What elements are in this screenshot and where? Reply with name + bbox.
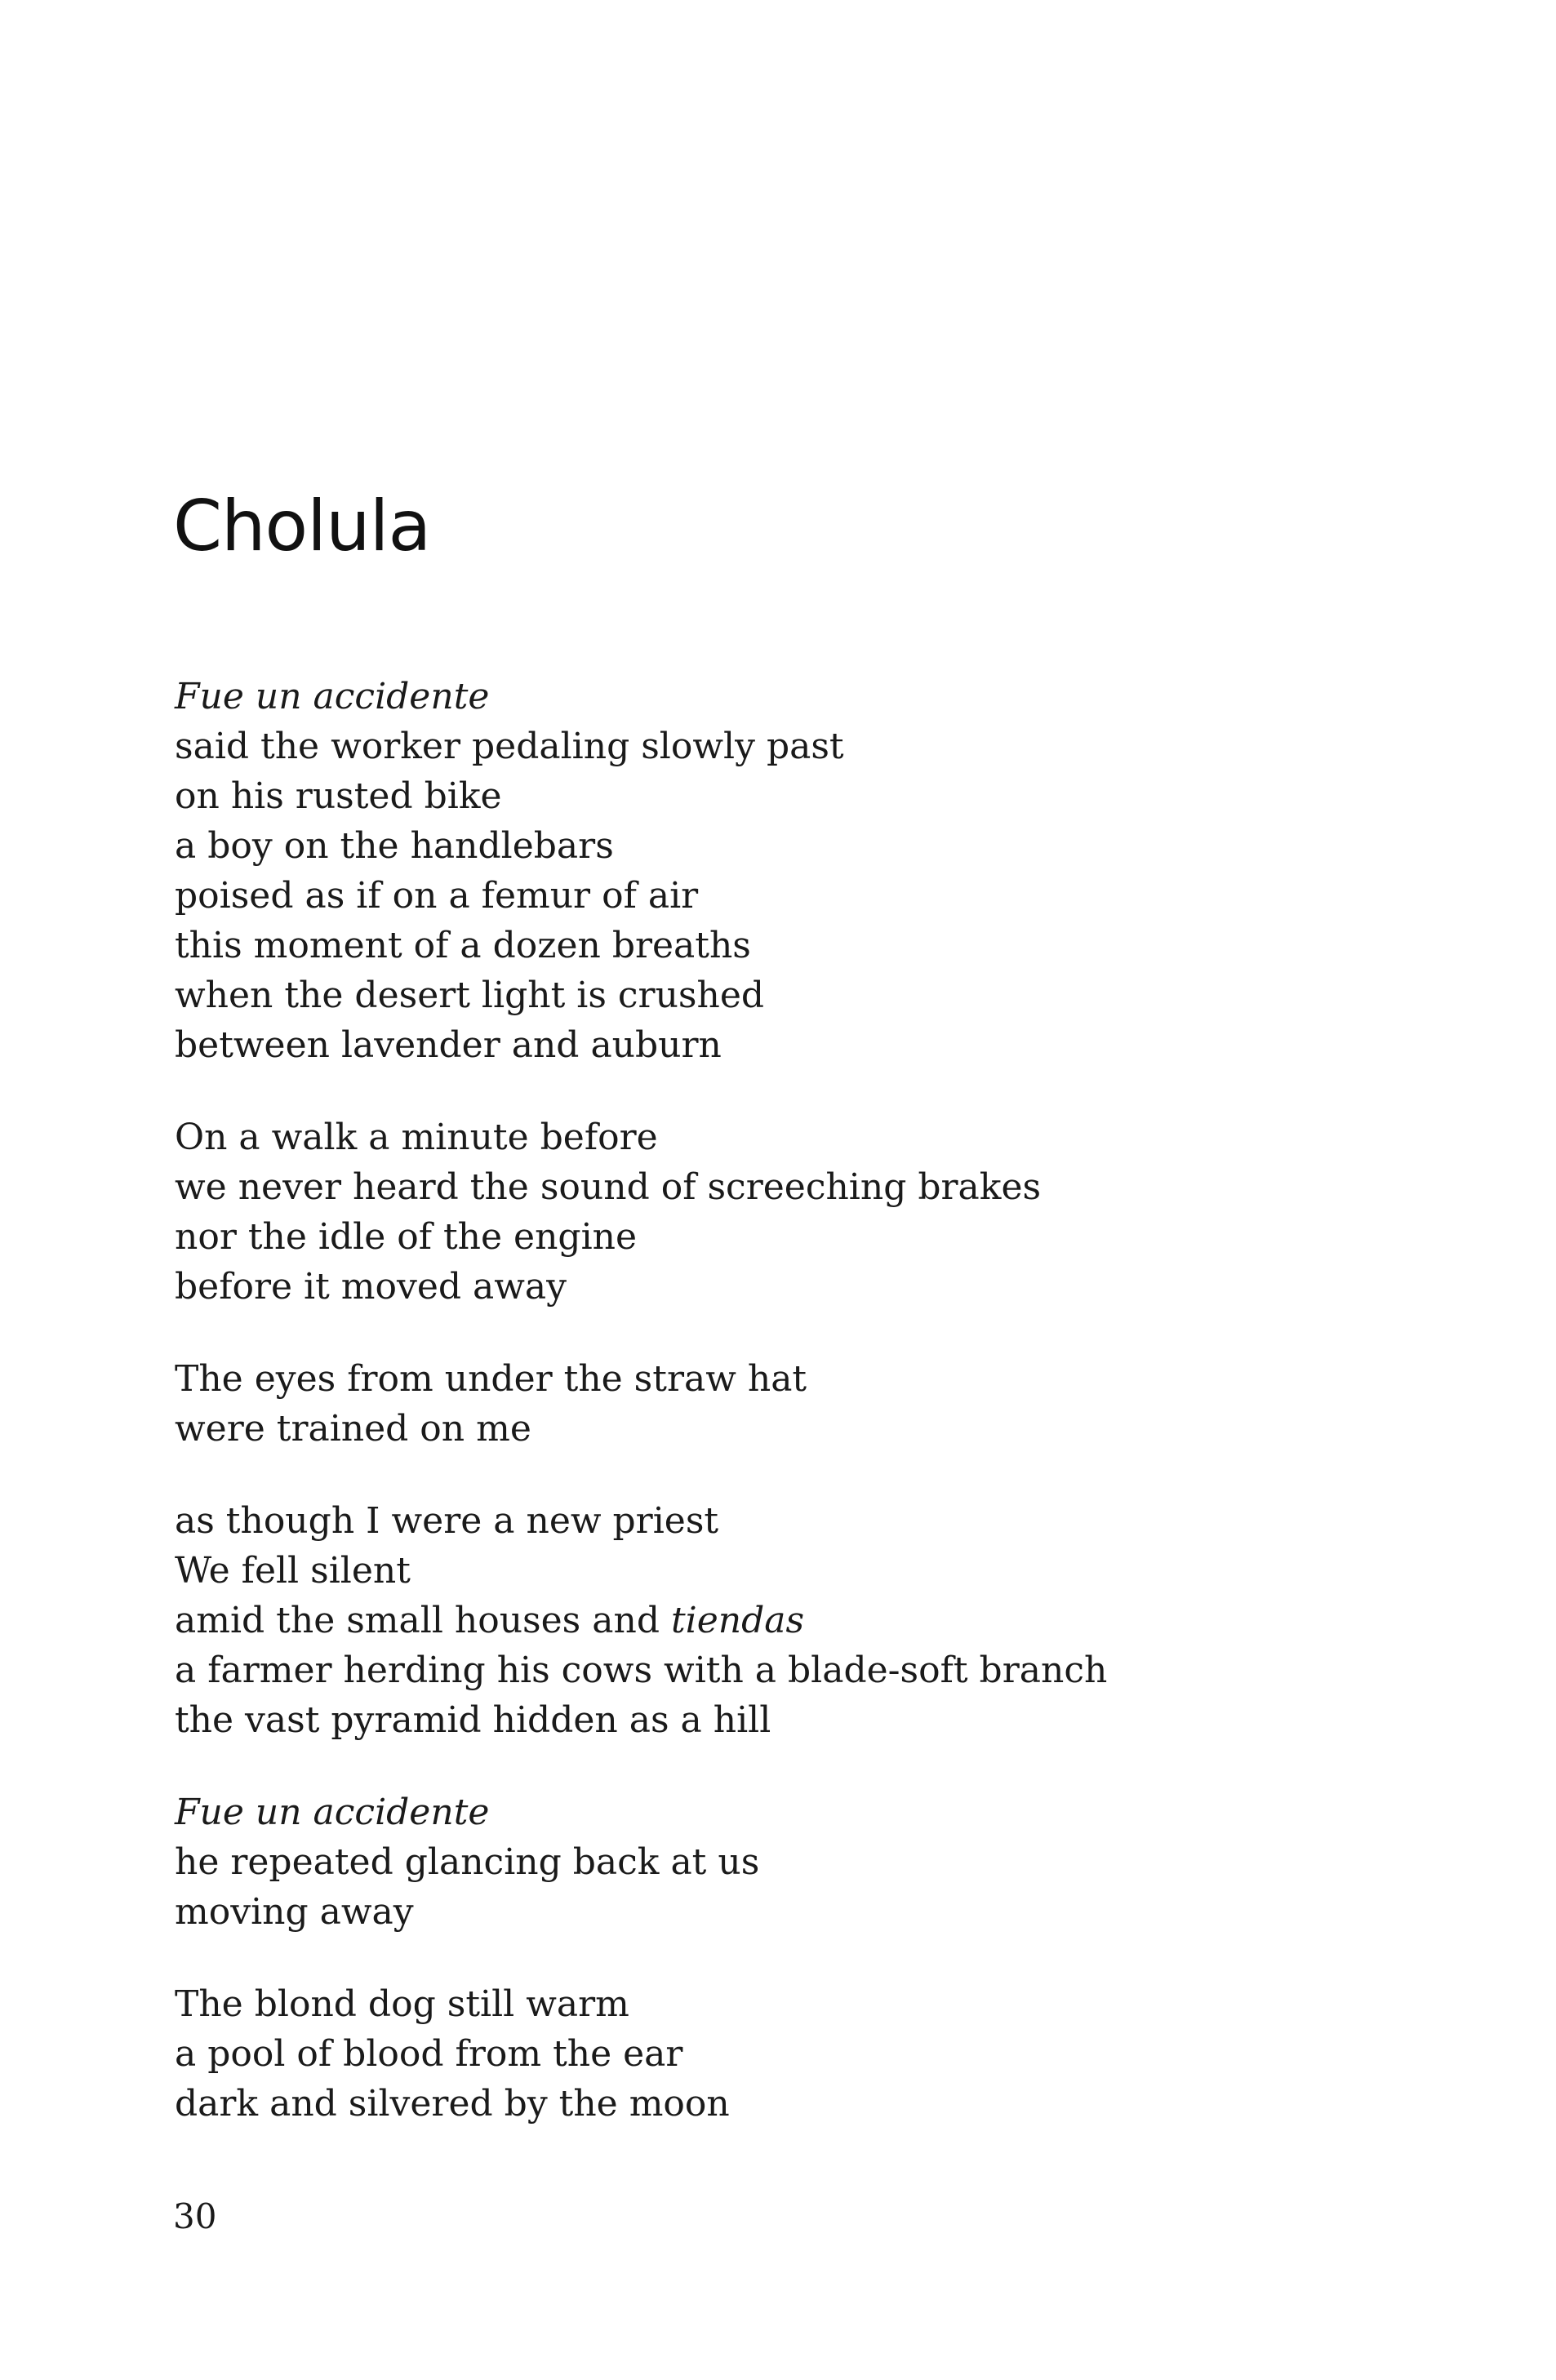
poem-line <box>175 1404 1448 1454</box>
line-text: we never heard the sound of screeching brakes <box>175 1166 1042 1208</box>
poem-line <box>175 672 1448 722</box>
poem-line <box>175 1112 1448 1162</box>
poem-line <box>175 871 1448 921</box>
line-text: on his rusted bike <box>175 775 502 817</box>
line-text: before it moved away <box>175 1266 567 1308</box>
line-text: a pool of blood from the ear <box>175 2033 683 2075</box>
poem-line <box>175 1645 1448 1695</box>
stanza <box>175 1979 1448 2129</box>
poem-line <box>175 771 1448 821</box>
stanza <box>175 1354 1448 1454</box>
line-text: said the worker pedaling slowly past <box>175 726 844 767</box>
line-text: We fell silent <box>175 1550 411 1592</box>
poem-line <box>175 1979 1448 2029</box>
line-text: when the desert light is crushed <box>175 975 765 1016</box>
line-text: between lavender and auburn <box>175 1024 722 1066</box>
line-text: nor the idle of the engine <box>175 1216 638 1258</box>
poem-line <box>175 1162 1448 1212</box>
stanza <box>175 672 1448 1070</box>
poem-line <box>175 1596 1448 1645</box>
poem-line <box>175 2029 1448 2079</box>
poem-body <box>175 672 1448 2171</box>
poem-line <box>175 921 1448 970</box>
line-text: poised as if on a femur of air <box>175 875 699 917</box>
line-text: as though I were a new priest <box>175 1500 719 1542</box>
poem-line <box>175 1020 1448 1070</box>
poem-line <box>175 1212 1448 1262</box>
poem-line <box>175 1695 1448 1745</box>
poem-line <box>175 1787 1448 1837</box>
poem-line <box>175 1354 1448 1404</box>
poem-title: Cholula <box>173 486 431 567</box>
line-text: The eyes from under the straw hat <box>175 1358 807 1400</box>
stanza <box>175 1787 1448 1937</box>
poem-line <box>175 970 1448 1020</box>
poem-line <box>175 1837 1448 1887</box>
line-text: dark and silvered by the moon <box>175 2083 730 2125</box>
line-text: a boy on the handlebars <box>175 825 614 867</box>
line-text: were trained on me <box>175 1408 531 1450</box>
poem-line <box>175 2079 1448 2129</box>
line-text: a farmer herding his cows with a blade-soft branch <box>175 1650 1108 1691</box>
italic-text: Fue un accidente <box>175 676 490 717</box>
stanza <box>175 1112 1448 1312</box>
line-text: The blond dog still warm <box>175 1983 629 2025</box>
italic-text: Fue un accidente <box>175 1792 490 1833</box>
line-text: On a walk a minute before <box>175 1117 658 1158</box>
line-text: the vast pyramid hidden as a hill <box>175 1699 771 1741</box>
poem-line <box>175 1887 1448 1937</box>
italic-text: tiendas <box>670 1600 805 1641</box>
poem-line <box>175 821 1448 871</box>
poem-line <box>175 722 1448 771</box>
poem-line <box>175 1262 1448 1312</box>
line-text: this moment of a dozen breaths <box>175 925 751 966</box>
poem-line <box>175 1546 1448 1596</box>
line-text: he repeated glancing back at us <box>175 1841 760 1883</box>
page-number: 30 <box>173 2196 217 2236</box>
poem-line <box>175 1496 1448 1546</box>
line-text: moving away <box>175 1891 414 1933</box>
stanza <box>175 1496 1448 1745</box>
line-text: amid the small houses and <box>175 1600 671 1641</box>
